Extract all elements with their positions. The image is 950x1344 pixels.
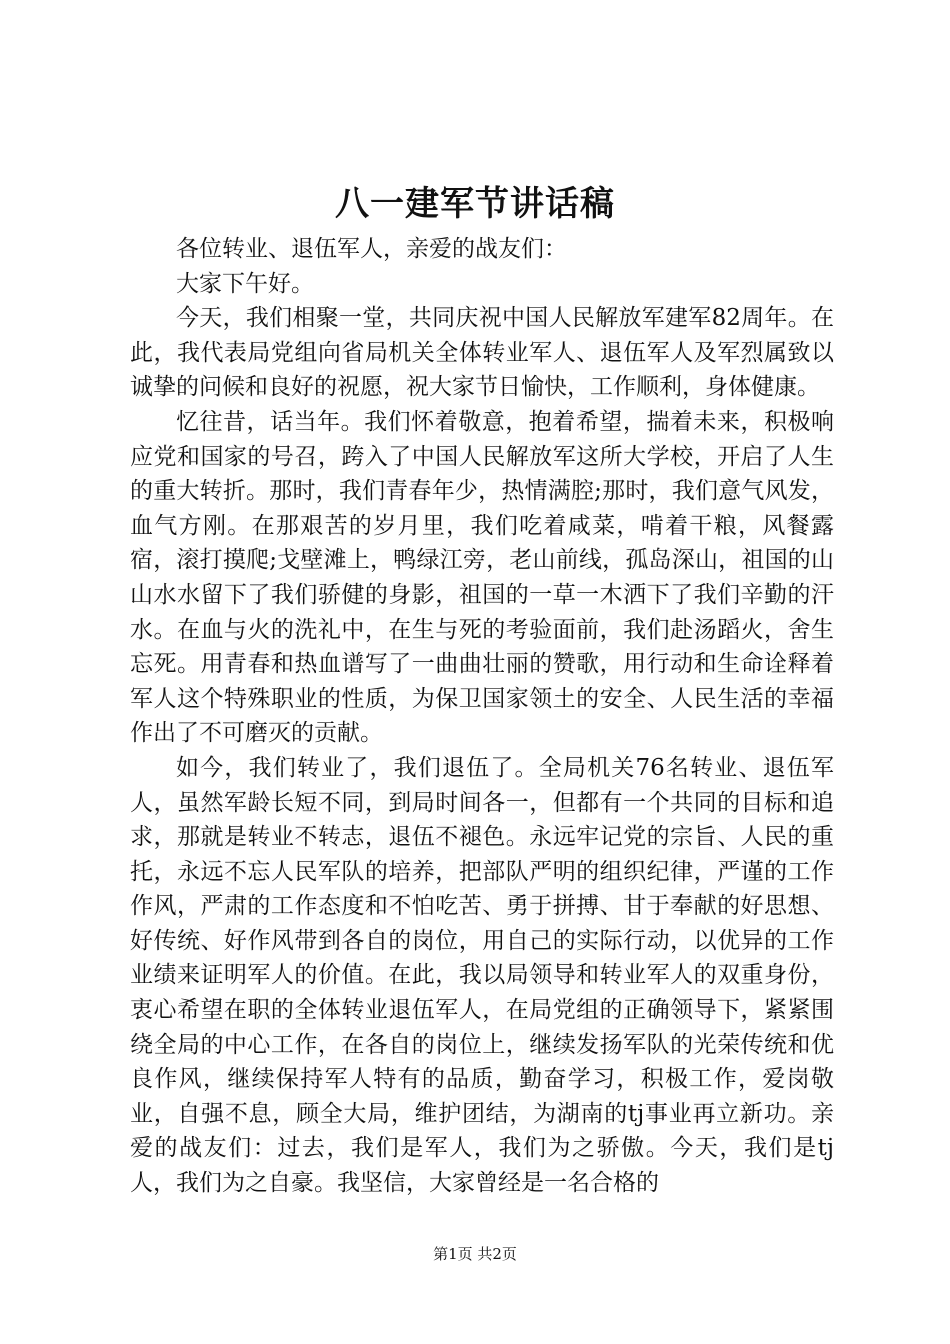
page-footer: 第1页 共2页: [433, 1245, 517, 1263]
paragraph-salutation: 各位转业、退伍军人，亲爱的战友们：: [176, 236, 567, 262]
paragraph-present: 如今，我们转业了，我们退伍了。全局机关76名转业、退伍军人，虽然军龄长短不同，到局时间各一，但都有一个共同的目标和追求，那就是转业不转志，退伍不褪色。永远牢记党的宗旨、人民的重托，永远不忘人民军队的培养，把部队严明的组织纪律，严谨的工作作风，严肃的工作态度和不怕吃苦、勇于拼搏、甘于奉献的好思想、好传统、好作风带到各自的岗位，用自己的实际行动，以优异的工作业绩来证明军人的价值。在此，我以局领导和转业军人的双重身份，衷心希望在职的全体转业退伍军人，在局党组的正确领导下，紧紧围绕全局的中心工作，在各自的岗位上，继续发扬军队的光荣传统和优良作风，继续保持军人特有的品质，勤奋学习，积极工作，爱岗敬业，自强不息，顾全大局，维护团结，为湖南的tj事业再立新功。亲爱的战友们：过去，我们是军人，我们为之骄傲。今天，我们是tj人，我们为之自豪。我坚信，大家曾经是一名合格的: [130, 754, 834, 1197]
document-title: 八一建军节讲话稿: [335, 184, 615, 224]
paragraph-opening: 今天，我们相聚一堂，共同庆祝中国人民解放军建军82周年。在此，我代表局党组向省局机关全体转业军人、退伍军人及军烈属致以诚挚的问候和良好的祝愿，祝大家节日愉快，工作顺利，身体健康。: [130, 305, 834, 401]
paragraph-greeting: 大家下午好。: [176, 270, 314, 297]
document-body: [130, 232, 834, 1201]
paragraph-past: 忆往昔，话当年。我们怀着敬意，抱着希望，揣着未来，积极响应党和国家的号召，跨入了中国人民解放军这所大学校，开启了人生的重大转折。那时，我们青春年少，热情满腔;那时，我们意气风发，血气方刚。在那艰苦的岁月里，我们吃着咸菜，啃着干粮，风餐露宿，滚打摸爬;戈壁滩上，鸭绿江旁，老山前线，孤岛深山，祖国的山山水水留下了我们骄健的身影，祖国的一草一木洒下了我们辛勤的汗水。在血与火的洗礼中，在生与死的考验面前，我们赴汤蹈火，舍生忘死。用青春和热血谱写了一曲曲壮丽的赞歌，用行动和生命诠释着军人这个特殊职业的性质，为保卫国家领土的安全、人民生活的幸福作出了不可磨灭的贡献。: [130, 408, 834, 747]
